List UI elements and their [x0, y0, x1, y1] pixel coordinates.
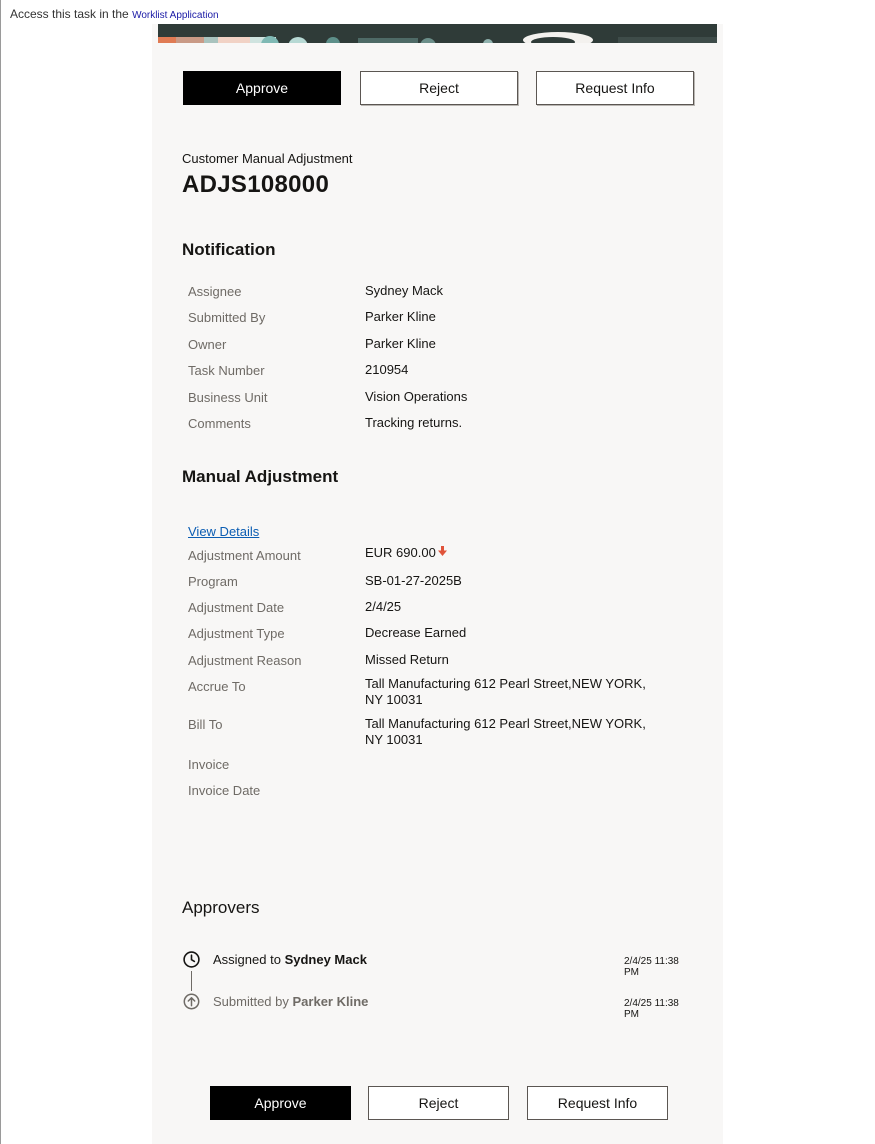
- approve-button-bottom[interactable]: Approve: [210, 1086, 351, 1120]
- accrue-to-label: Accrue To: [188, 679, 246, 694]
- accrue-to-value: Tall Manufacturing 612 Pearl Street,NEW YORK, NY 10031: [365, 676, 646, 707]
- approver-entry-assigned: [213, 952, 367, 967]
- adjustment-amount-label: Adjustment Amount: [188, 548, 301, 563]
- task-number-label: Task Number: [188, 363, 265, 378]
- invoice-date-label: Invoice Date: [188, 783, 261, 798]
- approver-date: 2/4/25 11:38 PM: [624, 998, 679, 1020]
- adjustment-reason-label: Adjustment Reason: [188, 653, 302, 668]
- clock-icon: [183, 951, 200, 968]
- reject-button-top[interactable]: Reject: [360, 71, 518, 105]
- page-title: ADJS108000: [182, 171, 330, 198]
- submitted-by-label: Submitted By: [188, 310, 266, 325]
- request-info-button-top[interactable]: Request Info: [536, 71, 694, 105]
- bill-to-value: Tall Manufacturing 612 Pearl Street,NEW YORK, NY 10031: [365, 716, 646, 747]
- adjustment-date-value: 2/4/25: [365, 599, 402, 614]
- view-details-link[interactable]: View Details: [188, 524, 260, 539]
- assignee-label: Assignee: [188, 284, 242, 299]
- header-banner: [158, 24, 717, 43]
- adjustment-type-label: Adjustment Type: [188, 626, 285, 641]
- approver-date: 2/4/25 11:38 PM: [624, 956, 679, 978]
- access-prefix: Access this task in the: [10, 7, 129, 21]
- owner-label: Owner: [188, 337, 227, 352]
- invoice-label: Invoice: [188, 757, 230, 772]
- program-label: Program: [188, 574, 238, 589]
- business-unit-label: Business Unit: [188, 390, 268, 405]
- approver-name: Sydney Mack: [284, 952, 367, 967]
- submitted-by-value: Parker Kline: [365, 309, 436, 324]
- notification-heading: Notification: [182, 240, 276, 259]
- approve-button-top[interactable]: Approve: [183, 71, 341, 105]
- window-left-border: [0, 0, 1, 1144]
- owner-value: Parker Kline: [365, 336, 436, 351]
- manual-adjustment-heading: Manual Adjustment: [182, 467, 339, 486]
- approver-entry-submitted: [213, 994, 368, 1009]
- business-unit-value: Vision Operations: [365, 389, 468, 404]
- assignee-value: Sydney Mack: [365, 283, 444, 298]
- approver-name: Parker Kline: [292, 994, 369, 1009]
- approvers-heading: Approvers: [182, 898, 260, 917]
- adjustment-type-value: Decrease Earned: [365, 625, 467, 640]
- program-value: SB-01-27-2025B: [365, 573, 462, 588]
- arrow-up-circle-icon: [183, 993, 200, 1010]
- bill-to-label: Bill To: [188, 717, 223, 732]
- comments-label: Comments: [188, 416, 251, 431]
- task-subtitle: Customer Manual Adjustment: [182, 151, 353, 166]
- banner-pattern: [158, 24, 717, 43]
- comments-value: Tracking returns.: [365, 415, 463, 430]
- adjustment-amount-row: [365, 544, 447, 561]
- request-info-button-bottom[interactable]: Request Info: [527, 1086, 668, 1120]
- adjustment-amount-value: EUR 690.00: [365, 545, 436, 560]
- access-line: [10, 7, 219, 21]
- approver-action: Submitted by: [213, 994, 289, 1009]
- decrease-arrow-icon: [438, 544, 447, 560]
- timeline-connector: [191, 971, 192, 991]
- reject-button-bottom[interactable]: Reject: [368, 1086, 509, 1120]
- approver-action: Assigned to: [213, 952, 281, 967]
- task-number-value: 210954: [365, 362, 409, 377]
- adjustment-date-label: Adjustment Date: [188, 600, 285, 615]
- adjustment-reason-value: Missed Return: [365, 652, 449, 667]
- worklist-application-link[interactable]: Worklist Application: [132, 10, 219, 21]
